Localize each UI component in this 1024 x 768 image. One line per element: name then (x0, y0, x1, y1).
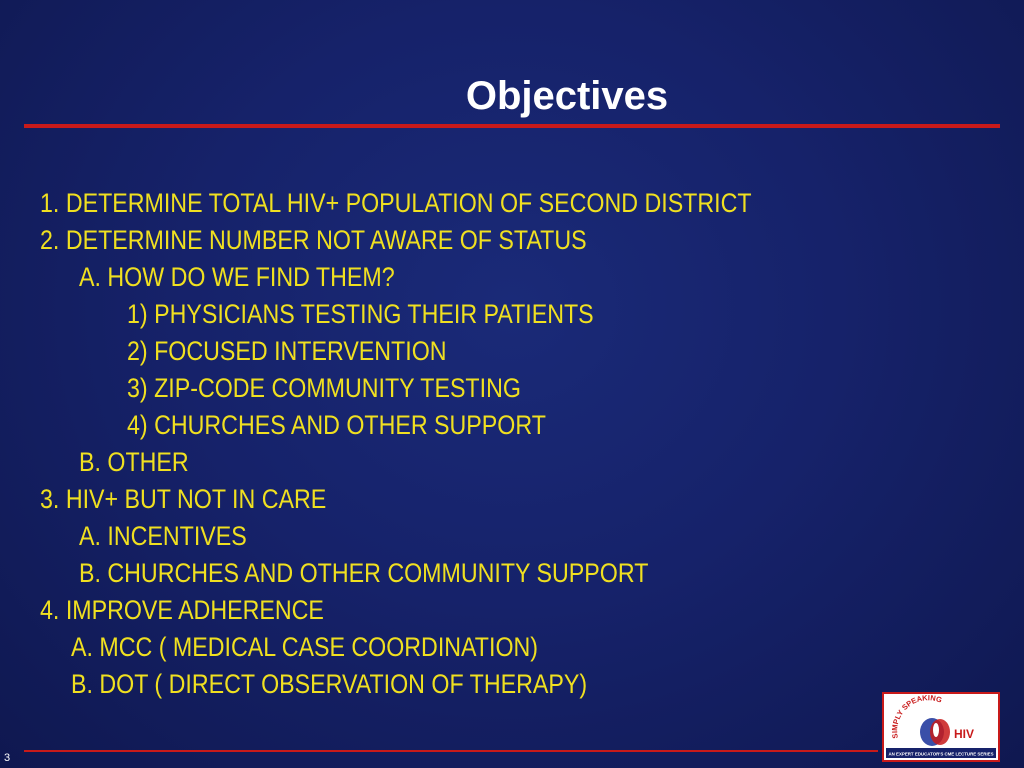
objective-3a: A. INCENTIVES (79, 521, 247, 551)
title-divider (24, 124, 1000, 128)
head-silhouette-right-icon (930, 719, 950, 745)
objective-2a: A. HOW DO WE FIND THEM? (79, 262, 395, 292)
objective-1: 1. DETERMINE TOTAL HIV+ POPULATION OF SECOND DISTRICT (40, 188, 752, 218)
objective-3b: B. CHURCHES AND OTHER COMMUNITY SUPPORT (79, 558, 649, 588)
objective-2a-1: 1) PHYSICIANS TESTING THEIR PATIENTS (127, 299, 594, 329)
objective-2b: B. OTHER (79, 447, 189, 477)
objective-4b: B. DOT ( DIRECT OBSERVATION OF THERAPY) (71, 669, 588, 699)
objective-2: 2. DETERMINE NUMBER NOT AWARE OF STATUS (40, 225, 587, 255)
objective-4: 4. IMPROVE ADHERENCE (40, 595, 324, 625)
objective-2a-2: 2) FOCUSED INTERVENTION (127, 336, 447, 366)
footer-divider (24, 750, 878, 752)
simply-speaking-hiv-logo (882, 692, 1000, 762)
logo-arc-text: SIMPLY SPEAKING (890, 694, 944, 740)
objective-2a-4: 4) CHURCHES AND OTHER SUPPORT (127, 410, 546, 440)
logo-brand-text: HIV (954, 727, 975, 741)
objective-4a: A. MCC ( MEDICAL CASE COORDINATION) (71, 632, 539, 662)
logo-center-highlight (933, 723, 939, 737)
objective-2a-3: 3) ZIP-CODE COMMUNITY TESTING (127, 373, 521, 403)
logo-tagline-text: AN EXPERT EDUCATOR'S CME LECTURE SERIES (888, 751, 994, 757)
logo-graphic (884, 694, 998, 760)
objective-3: 3. HIV+ BUT NOT IN CARE (40, 484, 327, 514)
page-number: 3 (4, 752, 11, 764)
slide-title: Objectives (465, 74, 669, 118)
